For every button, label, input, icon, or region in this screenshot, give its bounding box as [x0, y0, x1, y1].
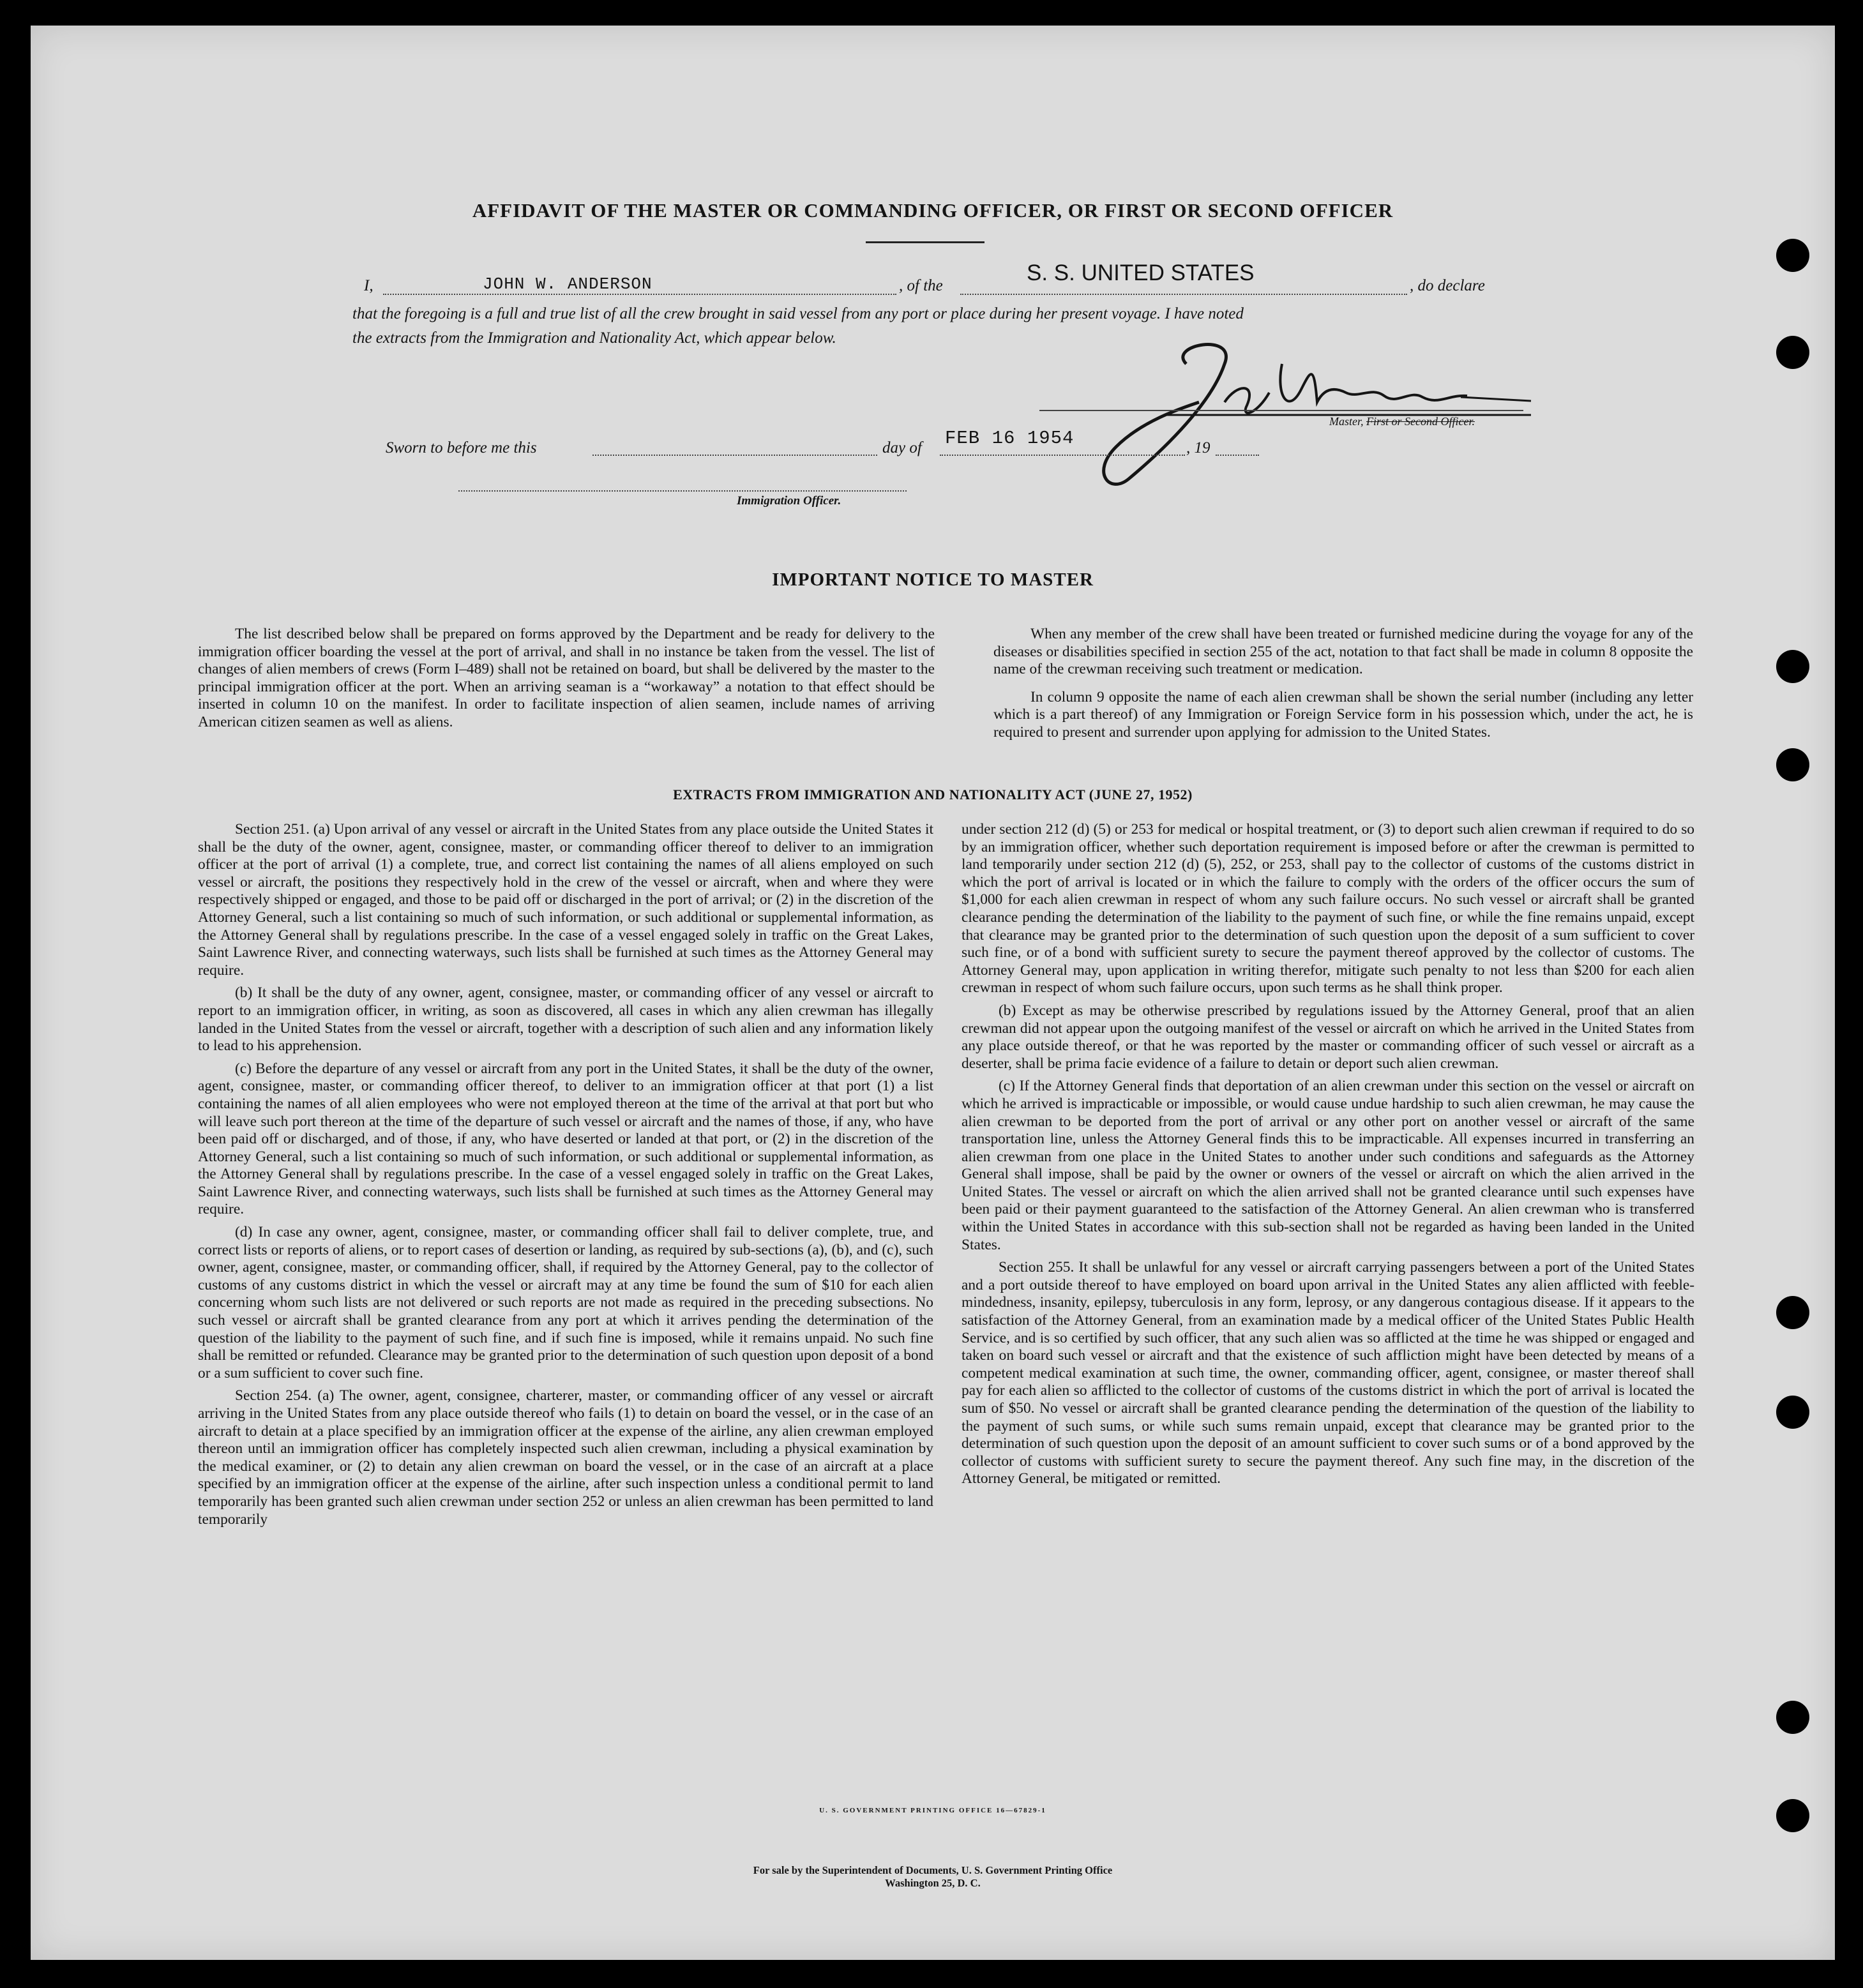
sworn-label: Sworn to before me this: [386, 439, 537, 456]
vessel-line: [960, 294, 1407, 295]
binder-hole: [1776, 1396, 1809, 1429]
title-divider: [866, 241, 984, 243]
form-sheet: [31, 26, 1835, 1960]
act-paragraph: (c) Before the departure of any vessel or aircraft from any port in the United States, it shall be the duty of the owner, agent, consignee, master, or commanding officer thereof, to deliver to an immigration officer at that port (1) a list containing the names of all alien employees who were not employed thereon at the time of the arrival at that port but who will leave such port thereon at the time of the departure of such vessel or aircraft and the names of those, if any, who have been paid off or discharged, and of those, if any, who have deserted or landed at that port, or (2) in the discretion of the Attorney General, such a list containing so much of such information, or such additional or supplemental information, as the Attorney General shall by regulations prescribe. In the case of a vessel engaged solely in traffic on the Great Lakes, Saint Lawrence River, and connecting waterways, such lists shall be furnished at such times as the Attorney General may require.: [198, 1060, 933, 1218]
act-paragraph: Section 254. (a) The owner, agent, consignee, charterer, master, or commanding officer of any vessel or aircraft arriving in the United States from any place outside thereof who fails (1) to detain on board the vessel, or in the case of an aircraft to detain at a place specified by an immigration officer at the expense of the airline, any alien crewman employed thereon until an immigration officer has completely inspected such alien crewman, including a physical examination by the medical examiner, or (2) to detain any alien crewman on board the vessel, or in the case of an aircraft at a place specified by an immigration officer at the expense of the airline, after such inspection unless a conditional permit to land temporarily has been granted such alien crewman under section 252 or unless an alien crewman has been permitted to land temporarily: [198, 1387, 933, 1528]
sworn-day-line: [592, 455, 877, 456]
binder-hole: [1776, 1701, 1809, 1734]
notice-title: IMPORTANT NOTICE TO MASTER: [772, 569, 1094, 590]
notice-left-column: [198, 626, 935, 737]
master-signature: [1090, 326, 1537, 492]
binder-hole: [1776, 748, 1809, 781]
master-label: Master,: [1329, 415, 1364, 428]
day-of-label: day of: [882, 439, 922, 456]
printer-imprint: U. S. GOVERNMENT PRINTING OFFICE 16—67829-1: [819, 1807, 1046, 1814]
declaration-prefix: I,: [364, 277, 373, 294]
declaration-line-2: that the foregoing is a full and true list of all the crew brought in said vessel from any port or place during her present voyage. I have noted: [352, 305, 1244, 322]
year-line: [1216, 455, 1259, 456]
notice-right-column: [993, 626, 1693, 747]
notice-paragraph: The list described below shall be prepared on forms approved by the Department and be ready for delivery to the immigration officer boarding the vessel at the port of arrival, and shall in no instance be taken from the vessel. The list of changes of alien members of crews (Form I–489) shall not be retained on board, but shall be delivered by the master to the principal immigration officer at the port. When an arriving seaman is a “workaway” a notation to that effect should be inserted in column 10 on the manifest. In order to facilitate inspection of alien seamen, include names of arriving American citizen seamen as well as aliens.: [198, 626, 935, 730]
extracts-left-column: [198, 821, 933, 1533]
extracts-right-column: [962, 821, 1694, 1493]
do-declare-label: , do declare: [1410, 277, 1485, 294]
declaration-line-3: the extracts from the Immigration and Nationality Act, which appear below.: [352, 329, 836, 347]
act-paragraph: under section 212 (d) (5) or 253 for medical or hospital treatment, or (3) to deport such alien crewman if required to do so by an immigration officer, whether such deportation requirement is imposed before or after the crewman is permitted to land temporarily under section 212 (d) (5), 252, or 253, shall pay to the collector of customs of the customs district in which the port of arrival is located or in which the failure to comply with the orders of the officer occurs the sum of $1,000 for each alien crewman in respect of whom any such failure occurs. No such vessel or aircraft shall be granted clearance pending the determination of the liability to the payment of such fine, or while the fine remains unpaid, except that clearance may be granted prior to the determination of such question upon the deposit of a sum sufficient to cover such fine, or of a bond with sufficient surety to secure the payment thereof approved by the collector of customs. The Attorney General may, upon application in writing therefor, mitigate such penalty to not less than $200 for each alien crewman in respect of whom such failure occurs, upon such terms as he shall think proper.: [962, 821, 1694, 997]
notice-paragraph: When any member of the crew shall have been treated or furnished medicine during the voyage for any of the diseases or disabilities specified in section 255 of the act, notation to that fact shall be made in column 8 opposite the name of the crewman receiving such treatment or medication.: [993, 626, 1693, 678]
immigration-officer-label: Immigration Officer.: [737, 494, 841, 508]
act-paragraph: (d) In case any owner, agent, consignee, master, or commanding officer shall fail to deliver complete, true, and correct lists or reports of aliens, or to report cases of desertion or landing, as required by sub-sections (a), (b), and (c), such owner, agent, consignee, master, or commanding officer, shall, if required by the Attorney General, pay to the collector of customs of any customs district in which the vessel or aircraft may at any time be found the sum of $10 for each alien concerning whom such lists are not delivered or such reports are not made as required in the preceding subsections. No such vessel or aircraft shall be granted clearance from any port at which it arrives pending the determination of the question of the liability to the payment of such fine, and if such fine is imposed, while it remains unpaid. No such fine shall be remitted or refunded. Clearance may be granted prior to the determination of such question upon deposit of a bond or a sum sufficient to cover such fine.: [198, 1224, 933, 1382]
extracts-title: EXTRACTS FROM IMMIGRATION AND NATIONALITY ACT (JUNE 27, 1952): [673, 787, 1193, 802]
sale-notice-line-1: For sale by the Superintendent of Documents, U. S. Government Printing Office: [753, 1864, 1113, 1876]
sale-notice-line-2: Washington 25, D. C.: [885, 1877, 981, 1889]
year-prefix: , 19: [1186, 439, 1211, 456]
name-line: [383, 294, 896, 295]
notice-paragraph: In column 9 opposite the name of each alien crewman shall be shown the serial number (including any letter which is a part thereof) of any Immigration or Foreign Service form in his possession which, under the act, he is required to present and surrender upon applying for admission to the United States.: [993, 688, 1693, 741]
binder-hole: [1776, 1799, 1809, 1832]
master-name: JOHN W. ANDERSON: [483, 275, 652, 294]
act-paragraph: (b) It shall be the duty of any owner, agent, consignee, master, or commanding officer of any vessel or aircraft to report to an immigration officer, in writing, as soon as discovered, all cases in which any alien crewman has illegally landed in the United States from the vessel or aircraft, together with a description of such alien and any information likely to lead to his apprehension.: [198, 984, 933, 1055]
affidavit-title: AFFIDAVIT OF THE MASTER OR COMMANDING OFFICER, OR FIRST OR SECOND OFFICER: [472, 199, 1394, 222]
immigration-officer-line: [458, 490, 907, 492]
act-paragraph: Section 255. It shall be unlawful for any vessel or aircraft carrying passengers between a port of the United States and a port outside thereof to have employed on board upon arrival in the United States any alien afflicted with feeble-mindedness, insanity, epilepsy, tuberculosis in any form, leprosy, or any dangerous contagious disease. If it appears to the satisfaction of the Attorney General, from an examination made by a medical officer of the United States Public Health Service, and is so certified by such officer, that any such alien was so afflicted at the time he was shipped or engaged and taken on board such vessel or aircraft and that the existence of such affliction might have been detected by means of a competent medical examination at such time, the owner, commanding officer, agent, consignee, or master thereof shall pay for each alien so afflicted to the collector of customs of the customs district in which the port of arrival is located the sum of $50. No vessel or aircraft shall be granted clearance pending the determination of the question of the liability to the payment of such sums, or while such sums remain unpaid, except that clearance may be granted prior to the determination of such question upon the deposit of an amount sufficient to cover such sums or of a bond approved by the collector of customs with sufficient surety to secure the payment thereof. Any such fine may, in the discretion of the Attorney General, be mitigated or remitted.: [962, 1259, 1694, 1487]
binder-hole: [1776, 1296, 1809, 1329]
struck-officer-label: First or Second Officer.: [1366, 415, 1475, 428]
sworn-date-line: [940, 455, 1185, 456]
sworn-date: FEB 16 1954: [945, 428, 1075, 449]
of-the-label: , of the: [899, 277, 943, 294]
signature-line: [1039, 410, 1523, 411]
binder-hole: [1776, 336, 1809, 369]
master-title-label: [1329, 415, 1475, 428]
binder-hole: [1776, 239, 1809, 272]
act-paragraph: (b) Except as may be otherwise prescribed by regulations issued by the Attorney General, proof that an alien crewman did not appear upon the outgoing manifest of the vessel or aircraft on which he arrived in the United States from any place outside thereof, or that he was reported by the master or commanding officer of such vessel or aircraft as a deserter, shall be prima facie evidence of a failure to detain or deport such alien crewman.: [962, 1002, 1694, 1072]
act-paragraph: Section 251. (a) Upon arrival of any vessel or aircraft in the United States from any place outside the United States it shall be the duty of the owner, agent, consignee, master, or commanding officer thereof to deliver to an immigration officer at the port of arrival (1) a complete, true, and correct list containing the names of all aliens employed on such vessel or aircraft, the positions they respectively hold in the crew of the vessel or aircraft, when and where they were respectively shipped or engaged, and those to be paid off or discharged in the port of arrival; or (2) in the discretion of the Attorney General, such a list containing so much of such information, or such additional or supplemental information, as the Attorney General shall by regulations prescribe. In the case of a vessel engaged solely in traffic on the Great Lakes, Saint Lawrence River, and connecting waterways, such lists shall be furnished at such times as the Attorney General may require.: [198, 821, 933, 979]
binder-hole: [1776, 650, 1809, 683]
act-paragraph: (c) If the Attorney General finds that deportation of an alien crewman under this section on the vessel or aircraft on which he arrived is impracticable or impossible, or would cause undue hardship to such alien crewman, he may cause the alien crewman to be deported from the port of arrival or any other port on another vessel or aircraft of the same transportation line, unless the Attorney General finds this to be impracticable. All expenses incurred in transferring an alien crewman from one place in the United States to another under such conditions and safeguards as the Attorney General shall impose, shall be paid by the owner or owners of the vessel or aircraft on which the alien arrived in the United States. The vessel or aircraft on which the alien arrived shall not be granted clearance until such expenses have been paid or their payment guaranteed to the satisfaction of the Attorney General. An alien crewman who is transferred within the United States in accordance with this sub-section shall not be regarded as having been landed in the United States.: [962, 1078, 1694, 1253]
vessel-name: S. S. UNITED STATES: [1027, 260, 1255, 285]
